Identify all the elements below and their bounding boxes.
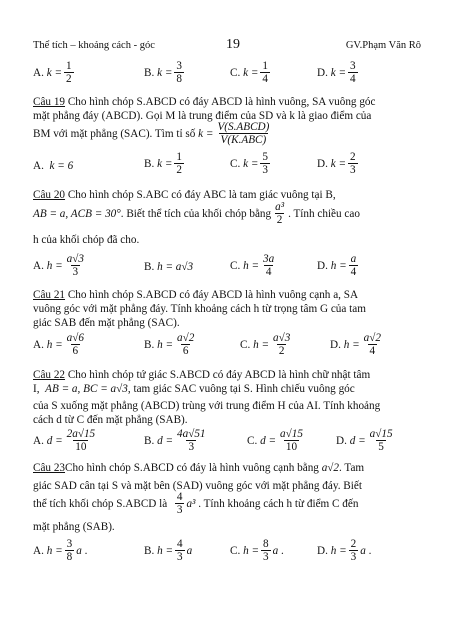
frac-den: 2	[66, 73, 72, 85]
q23-text: Cho hình chóp S.ABCD có đáy là hình vuông cạnh bằng	[65, 462, 319, 474]
frac-den: 2	[278, 345, 285, 357]
q23-line4: mặt phẳng (SAB).	[33, 521, 115, 533]
page-header	[33, 38, 421, 54]
volume-tail: a³	[186, 497, 196, 510]
q22-line4: cách d từ C đến mặt phẳng (SAB).	[33, 414, 188, 426]
option-label: A.	[33, 434, 44, 447]
fraction	[260, 60, 270, 85]
q21-line2: vuông góc với mặt phẳng đáy. Tính khoảng cách h từ trọng tâm G của tam	[33, 303, 366, 315]
q23-text: . Tính khoảng cách h từ điểm C đến	[198, 497, 359, 510]
q19-option-a	[33, 160, 73, 172]
frac-den: 3	[263, 551, 269, 563]
q22-text: I,	[33, 383, 40, 395]
option-label: C.	[230, 544, 241, 557]
option-expr: k = 6	[49, 160, 74, 172]
fraction	[261, 538, 271, 563]
frac-den: 10	[75, 441, 87, 453]
q23-side: a√2	[321, 462, 340, 474]
frac-num: 3a	[263, 253, 275, 265]
option-label: A.	[33, 338, 44, 351]
frac-den: V(K.ABC)	[220, 134, 267, 146]
frac-num: V(S.ABCD)	[217, 121, 270, 133]
q22-option-b	[144, 428, 210, 453]
option-lhs: h =	[157, 338, 174, 351]
fraction	[349, 253, 359, 278]
frac-den: 8	[66, 551, 73, 563]
frac-num: a√15	[280, 428, 303, 440]
frac-num: 3	[350, 60, 356, 72]
q20-text: . Tính chiều cao	[288, 207, 360, 220]
q22-line1	[33, 369, 370, 382]
option-lhs: h =	[243, 259, 260, 272]
option-lhs: h =	[330, 259, 347, 272]
frac-num: a√6	[66, 332, 84, 344]
q22-text: Cho hình chóp tứ giác S.ABCD có đáy ABCD là hình chữ nhật tâm	[65, 369, 371, 381]
page-number: 19	[226, 37, 240, 52]
option-label: C.	[247, 434, 258, 447]
q19-text: BM với mặt phẳng (SAC). Tìm tỉ số	[33, 127, 196, 140]
option-label: A.	[33, 544, 44, 557]
option-lhs: k =	[46, 66, 62, 79]
option-lhs: k =	[330, 66, 346, 79]
option-lhs: k =	[157, 157, 173, 170]
frac-num: a	[350, 253, 357, 265]
option-label: A.	[33, 160, 44, 172]
frac-den: 3	[350, 164, 356, 176]
q22-line2	[33, 383, 355, 395]
option-lhs: d =	[157, 434, 174, 447]
option-tail: a	[76, 544, 82, 557]
fraction	[260, 151, 270, 176]
frac-den: 3	[262, 164, 268, 176]
fraction	[65, 253, 86, 278]
fraction	[278, 428, 305, 453]
q21-line1	[33, 289, 358, 302]
frac-den: 2	[176, 164, 182, 176]
option-lhs: d =	[46, 434, 63, 447]
frac-num: a√2	[177, 332, 195, 344]
q23-text: . Tam	[339, 462, 365, 474]
q23-text: thể tích khối chóp S.ABCD là	[33, 497, 168, 510]
q22-line3: của S xuống mặt phẳng (ABCD) trùng với trung điểm H của AI. Tính khoảng	[33, 400, 381, 412]
option-lhs: h =	[46, 259, 63, 272]
option-label: D.	[330, 338, 341, 351]
fraction	[65, 332, 86, 357]
option-lhs: h =	[253, 338, 270, 351]
q20-option-b	[144, 261, 193, 273]
fraction	[271, 332, 292, 357]
option-lhs: k =	[330, 157, 346, 170]
frac-den: 6	[72, 345, 79, 357]
q18-option-b	[144, 60, 186, 85]
option-tail: a	[186, 544, 193, 557]
fraction	[65, 428, 98, 453]
q20-line2	[33, 201, 360, 226]
q18-option-d	[317, 60, 360, 85]
option-label: B.	[144, 338, 155, 351]
frac-den: 2	[276, 214, 283, 226]
frac-num: 3	[176, 60, 182, 72]
option-label: B.	[144, 157, 155, 170]
option-label: C.	[240, 338, 251, 351]
q19-line3	[33, 121, 273, 146]
q23-option-c: C. h = $\frac{8}{3}$ a .	[230, 538, 284, 563]
q19-title: Câu 19	[33, 96, 66, 108]
fraction	[349, 538, 359, 563]
q21-option-c	[240, 332, 294, 357]
ratio-fraction	[215, 121, 271, 146]
option-label: B.	[144, 261, 155, 273]
frac-num: 8	[263, 538, 269, 550]
frac-den: 4	[350, 266, 357, 278]
fraction	[261, 253, 276, 278]
frac-den: 8	[176, 73, 182, 85]
frac-num: 2	[350, 151, 356, 163]
option-label: A.	[33, 259, 44, 272]
q20-line3: h của khối chóp đã cho.	[33, 234, 140, 246]
q18-option-c	[230, 60, 272, 85]
q21-line3: giác SAB đến mặt phẳng (SAC).	[33, 317, 180, 329]
frac-den: 3	[188, 441, 195, 453]
q22-text: , tam giác SAC vuông tại S. Hình chiếu vuông góc	[127, 383, 355, 395]
frac-den: 5	[378, 441, 384, 453]
option-lhs: d =	[349, 434, 366, 447]
q19-line1	[33, 96, 375, 109]
frac-num: 2	[350, 538, 357, 550]
option-lhs: k =	[243, 66, 259, 79]
frac-num: 1	[262, 60, 268, 72]
q21-option-a	[33, 332, 88, 357]
q21-option-d	[330, 332, 385, 357]
option-lhs: h =	[46, 544, 63, 557]
ratio-lhs: k =	[198, 127, 214, 140]
frac-num: 4	[177, 538, 183, 550]
fraction	[64, 60, 74, 85]
q20-title: Câu 20	[33, 189, 66, 201]
frac-num: a√3	[66, 253, 84, 265]
q21-option-b	[144, 332, 198, 357]
frac-num: 5	[262, 151, 268, 163]
option-label: C.	[230, 66, 241, 79]
option-lhs: h =	[46, 338, 63, 351]
frac-den: 10	[285, 441, 298, 453]
frac-den: 3	[350, 551, 357, 563]
q20-option-d	[317, 253, 360, 278]
q19-text: Cho hình chóp S.ABCD có đáy ABCD là hình vuông, SA vuông góc	[65, 96, 376, 108]
q20-option-a	[33, 253, 88, 278]
q22-option-c	[247, 428, 307, 453]
option-expr: h = a√3	[157, 261, 194, 273]
fraction	[368, 428, 395, 453]
q23-option-b	[144, 538, 192, 563]
frac-num: 4	[176, 491, 183, 503]
frac-num: a³	[275, 201, 285, 213]
option-tail: a	[272, 544, 279, 557]
q20-text: Cho hình chóp S.ABC có đáy ABC là tam giác vuông tại B,	[65, 189, 336, 201]
header-right: GV.Phạm Văn Rô	[345, 40, 421, 51]
q20-condition: AB = a, ACB = 30°	[33, 207, 121, 220]
q20-option-c	[230, 253, 278, 278]
option-lhs: h =	[330, 544, 347, 557]
fraction	[174, 151, 184, 176]
frac-den: 4	[350, 73, 356, 85]
fraction	[175, 538, 185, 563]
q22-title: Câu 22	[33, 369, 66, 381]
q19-option-d	[317, 151, 360, 176]
q21-text: Cho hình chóp S.ABCD có đáy ABCD là hình vuông cạnh a, SA	[65, 289, 359, 301]
option-label: A.	[33, 66, 44, 79]
option-lhs: h =	[343, 338, 360, 351]
option-label: B.	[144, 66, 155, 79]
q22-option-d	[336, 428, 397, 453]
fraction	[175, 428, 208, 453]
q22-condition: AB = a, BC = a√3	[45, 383, 128, 395]
q23-option-d: D. h = $\frac{2}{3}$ a .	[317, 538, 372, 563]
option-label: C.	[230, 259, 241, 272]
q23-title: Câu 23	[33, 462, 66, 474]
option-tail: a	[360, 544, 366, 557]
q22-option-a	[33, 428, 99, 453]
frac-den: 4	[262, 73, 268, 85]
frac-den: 3	[176, 504, 183, 516]
q18-option-a	[33, 60, 76, 85]
option-label: D.	[317, 544, 328, 557]
option-lhs: k =	[157, 66, 173, 79]
option-label: D.	[317, 259, 328, 272]
q19-option-b	[144, 151, 186, 176]
q23-line3	[33, 491, 358, 516]
q23-line2: giác SAD cân tại S và mặt bên (SAD) vuông góc với mặt phẳng đáy. Biết	[33, 480, 362, 492]
q19-line2: mặt phẳng đáy (ABCD). Gọi M là trung điểm của SD và k là giao điểm của	[33, 110, 372, 122]
fraction	[174, 60, 184, 85]
option-label: D.	[336, 434, 347, 447]
q23-line1	[33, 462, 364, 474]
option-label: D.	[317, 66, 328, 79]
frac-num: 3	[66, 538, 73, 550]
volume-fraction	[273, 201, 286, 226]
option-lhs: k =	[243, 157, 259, 170]
q20-text: . Biết thể tích của khối chóp bằng	[120, 207, 272, 220]
q23-option-a: A. h = $\frac{3}{8}$ a .	[33, 538, 88, 563]
option-label: D.	[317, 157, 328, 170]
option-label: B.	[144, 434, 155, 447]
option-label: C.	[230, 157, 241, 170]
frac-num: a√15	[369, 428, 393, 440]
frac-num: a√2	[363, 332, 381, 344]
frac-den: 6	[182, 345, 189, 357]
fraction	[348, 60, 358, 85]
frac-num: 1	[66, 60, 72, 72]
frac-den: 3	[177, 551, 183, 563]
option-lhs: d =	[260, 434, 277, 447]
frac-num: 2a√15	[66, 428, 96, 440]
option-lhs: h =	[157, 544, 174, 557]
frac-num: 4a√51	[177, 428, 206, 440]
fraction	[362, 332, 383, 357]
frac-den: 3	[72, 266, 79, 278]
q19-option-c	[230, 151, 272, 176]
volume-fraction	[175, 491, 185, 516]
fraction	[175, 332, 196, 357]
header-left: Thể tích – khoảng cách - góc	[33, 40, 155, 51]
fraction	[348, 151, 358, 176]
frac-num: a√3	[273, 332, 291, 344]
option-label: B.	[144, 544, 155, 557]
frac-num: 1	[176, 151, 182, 163]
fraction	[65, 538, 75, 563]
option-lhs: h =	[243, 544, 260, 557]
frac-den: 4	[265, 266, 272, 278]
frac-den: 4	[369, 345, 376, 357]
q21-title: Câu 21	[33, 289, 66, 301]
